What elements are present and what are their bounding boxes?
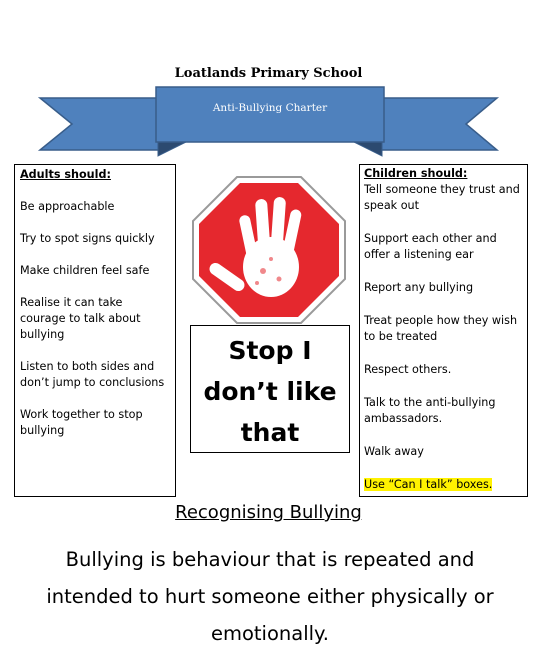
banner-title: Anti-Bullying Charter xyxy=(212,102,328,114)
adults-item: Be approachable xyxy=(20,200,115,213)
adults-heading: Adults should: xyxy=(20,168,111,181)
children-item: Support each other and offer a listening ear xyxy=(364,232,497,261)
hand-stop-icon xyxy=(191,175,347,325)
children-item: Talk to the anti-bullying ambassadors. xyxy=(364,396,496,425)
adults-item: Work together to stop bullying xyxy=(20,408,143,437)
children-item: Treat people how they wish to be treated xyxy=(364,314,518,343)
adults-item: Try to spot signs quickly xyxy=(20,232,155,245)
recognising-heading: Recognising Bullying xyxy=(175,502,362,523)
children-item: Tell someone they trust and speak out xyxy=(364,183,520,212)
stop-message-line: that xyxy=(240,418,300,447)
children-panel xyxy=(359,164,528,497)
children-item: Walk away xyxy=(364,445,424,458)
school-name: Loatlands Primary School xyxy=(174,66,363,81)
adults-item: Make children feel safe xyxy=(20,264,150,277)
stop-message-line: Stop I xyxy=(228,336,312,365)
bullying-definition: Bullying is behaviour that is repeated and intended to hurt someone either physically or emotionally. xyxy=(46,548,494,645)
stop-message-box xyxy=(190,325,350,453)
adults-item: Listen to both sides and don’t jump to conclusions xyxy=(20,360,165,389)
children-item: Report any bullying xyxy=(364,281,474,294)
highlighted-text: Use “Can I talk” boxes. xyxy=(364,478,493,491)
stop-message-line: don’t like xyxy=(203,377,337,406)
adults-panel xyxy=(14,164,176,497)
adults-item: Realise it can take courage to talk about bullying xyxy=(20,296,141,341)
children-heading: Children should: xyxy=(364,167,468,180)
children-item: Respect others. xyxy=(364,363,452,376)
children-item xyxy=(364,477,523,493)
